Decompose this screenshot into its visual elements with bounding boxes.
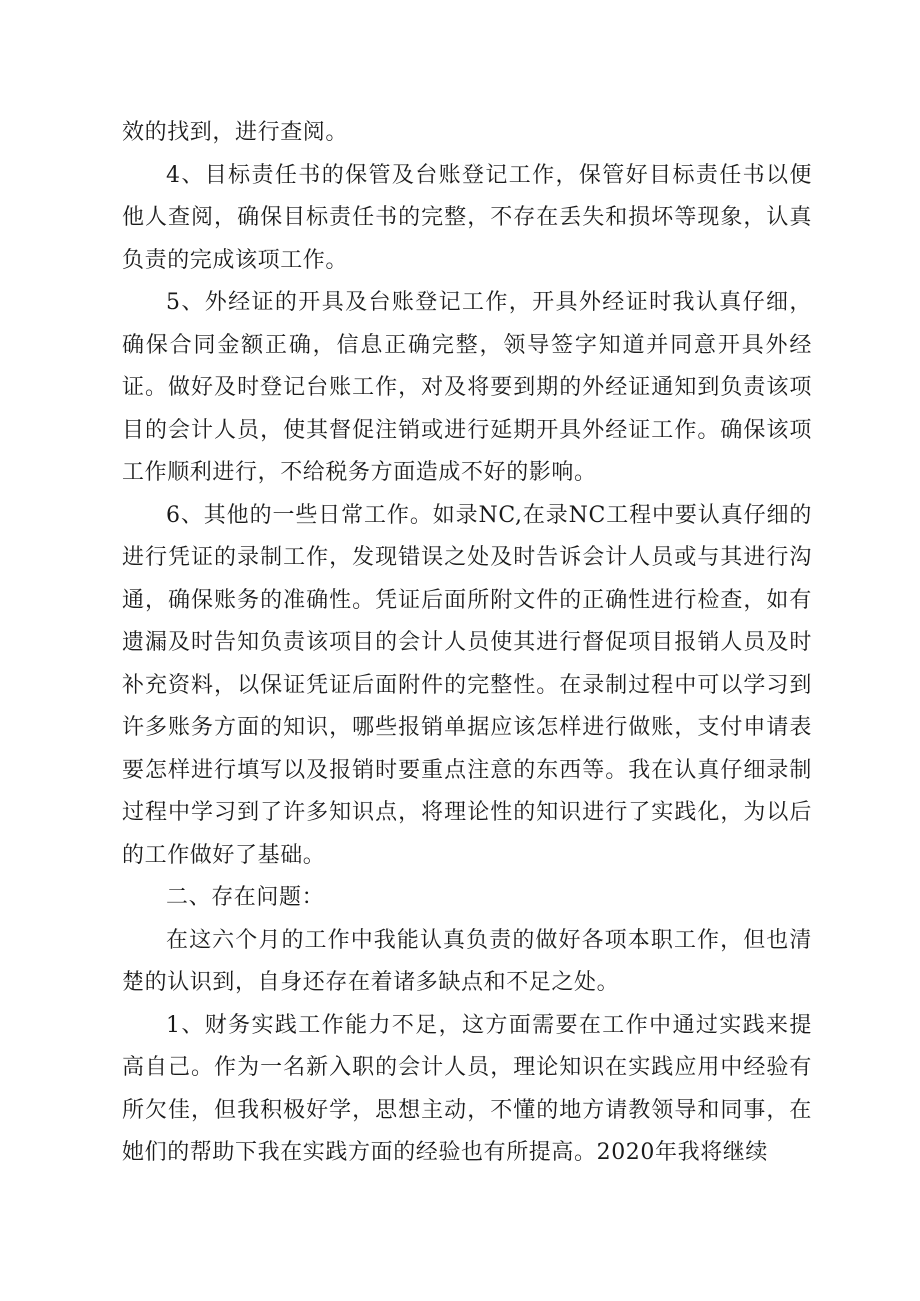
paragraph-item-4: 4、目标责任书的保管及台账登记工作，保管好目标责任书以便他人查阅，确保目标责任书的完整，不存在丢失和损坏等现象，认真负责的完成该项工作。 — [122, 162, 812, 273]
paragraph-item-5: 5、外经证的开具及台账登记工作，开具外经证时我认真仔细，确保合同金额正确，信息正确完整，领导签字知道并同意开具外经证。做好及时登记台账工作，对及将要到期的外经证通知到负责该项目的会计人员，使其督促注销或进行延期开具外经证工作。确保该项工作顺利进行，不给税务方面造成不好的影响。 — [122, 290, 812, 485]
paragraph-problem-1: 1、财务实践工作能力不足，这方面需要在工作中通过实践来提高自己。作为一名新入职的会计人员，理论知识在实践应用中经验有所欠佳，但我积极好学，思想主动，不懂的地方请教领导和同事，在她们的帮助下我在实践方面的经验也有所提高。2020年我将继续 — [122, 1012, 812, 1165]
section-heading-problems: 二、存在问题： — [166, 885, 325, 910]
paragraph-continuation: 效的找到，进行查阅。 — [122, 120, 349, 145]
paragraph-item-6: 6、其他的一些日常工作。如录NC,在录NC工程中要认真仔细的进行凭证的录制工作，发现错误之处及时告诉会计人员或与其进行沟通，确保账务的准确性。凭证后面所附文件的正确性进行检查，如有遗漏及时告知负责该项目的会计人员使其进行督促项目报销人员及时补充资料，以保证凭证后面附件的完整性。在录制过程中可以学习到许多账务方面的知识，哪些报销单据应该怎样进行做账，支付申请表要怎样进行填写以及报销时要重点注意的东西等。我在认真仔细录制过程中学习到了许多知识点，将理论性的知识进行了实践化，为以后的工作做好了基础。 — [122, 502, 812, 868]
paragraph-problems-intro: 在这六个月的工作中我能认真负责的做好各项本职工作，但也清楚的认识到，自身还存在着诸多缺点和不足之处。 — [122, 927, 812, 995]
document-body — [122, 112, 812, 1175]
